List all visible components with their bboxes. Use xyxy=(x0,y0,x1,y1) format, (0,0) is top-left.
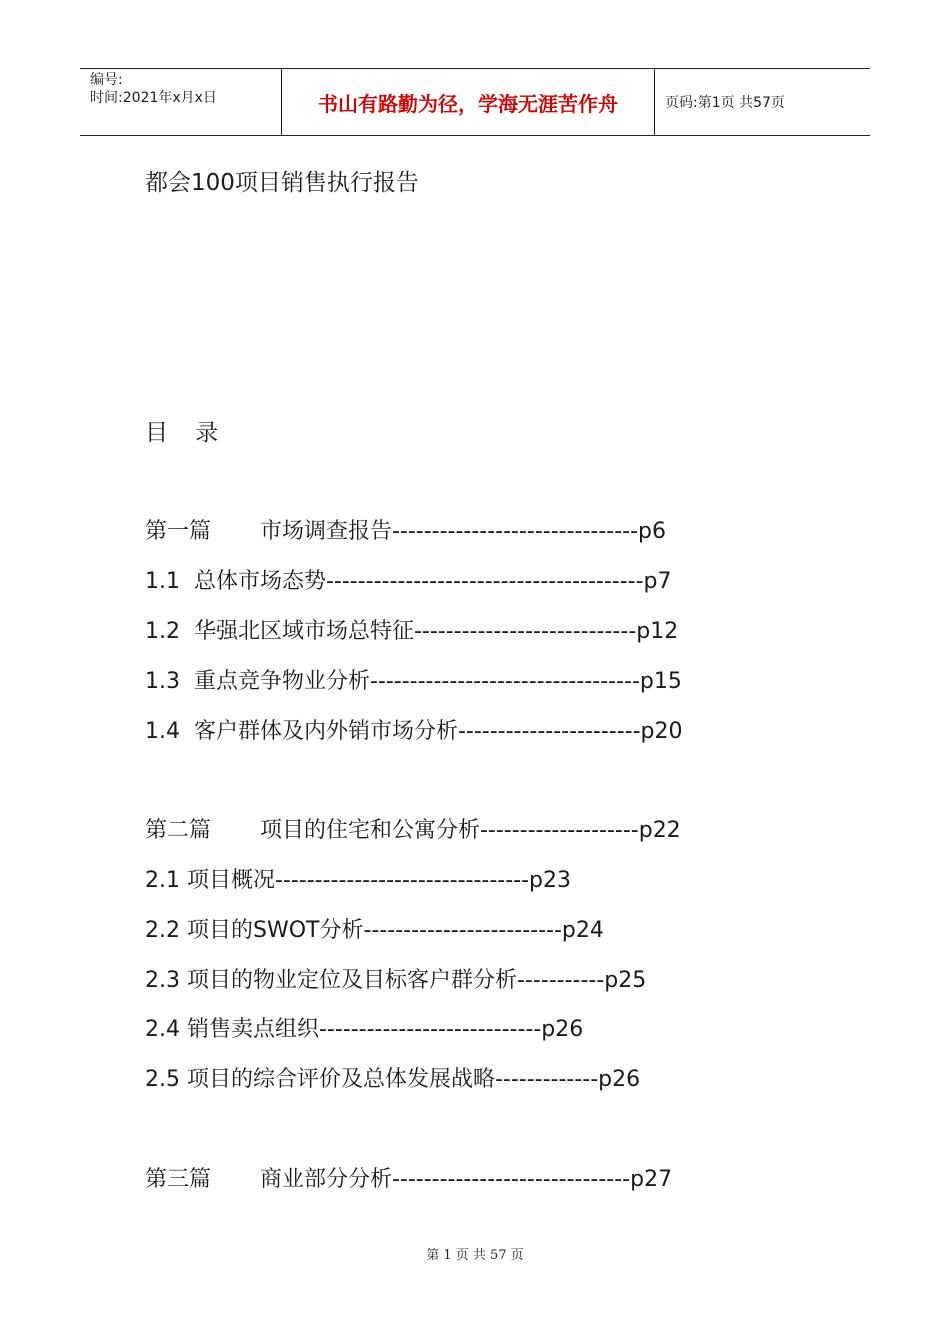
header-motto: 书山有路勤为径，学海无涯苦作舟 xyxy=(318,92,618,116)
header-motto-cell xyxy=(282,69,655,135)
toc-heading: 目 录 xyxy=(145,420,229,446)
page-header xyxy=(80,68,870,136)
toc-entry-1-2: 1.2 华强北区域市场总特征----------------------------p12 xyxy=(145,619,679,644)
toc-entry-part-3: 第三篇 商业部分分析------------------------------p27 xyxy=(145,1167,673,1192)
toc-entry-1-4: 1.4 客户群体及内外销市场分析-----------------------p20 xyxy=(145,719,683,744)
page-footer: 第 1 页 共 57 页 xyxy=(426,1248,524,1263)
toc-entry-2-1: 2.1 项目概况--------------------------------p23 xyxy=(145,868,571,893)
header-page-cell xyxy=(655,69,870,135)
toc-entry-1-1: 1.1 总体市场态势----------------------------------------p7 xyxy=(145,569,672,594)
toc-entry-part-2: 第二篇 项目的住宅和公寓分析--------------------p22 xyxy=(145,818,681,843)
document-date: 时间:2021年x月x日 xyxy=(90,90,217,106)
document-title: 都会100项目销售执行报告 xyxy=(145,170,419,196)
toc-entry-2-2: 2.2 项目的SWOT分析-------------------------p24 xyxy=(145,918,604,943)
header-meta-cell xyxy=(80,69,282,135)
header-page-info: 页码:第1页 共57页 xyxy=(665,95,785,111)
toc-entry-1-3: 1.3 重点竞争物业分析----------------------------------p15 xyxy=(145,669,682,694)
toc-entry-part-1: 第一篇 市场调查报告-------------------------------p6 xyxy=(145,519,667,544)
toc-entry-2-5: 2.5 项目的综合评价及总体发展战略-------------p26 xyxy=(145,1067,641,1092)
toc-entry-2-3: 2.3 项目的物业定位及目标客户群分析-----------p25 xyxy=(145,968,647,993)
toc-entry-2-4: 2.4 销售卖点组织----------------------------p26 xyxy=(145,1017,584,1042)
document-number-label: 编号: xyxy=(90,72,123,88)
